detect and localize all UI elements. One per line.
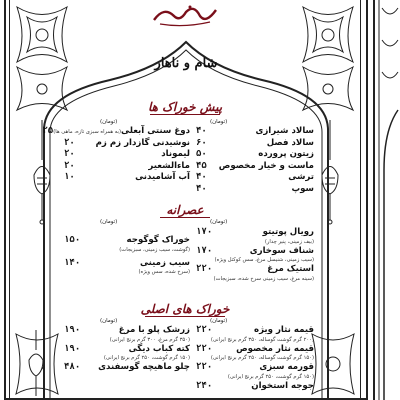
menu-item: لیموناد ۲۰ xyxy=(64,149,190,160)
ornament-divider xyxy=(150,114,220,115)
menu-item-note: (۱۵۰ گرم گوشت گوساله، ۲۵۰ گرم برنج ایرانی) xyxy=(210,355,314,362)
menu-item: خوراک گوگوجه ۱۵۰ xyxy=(64,235,190,245)
brand-logo xyxy=(150,2,220,28)
menu-item-note: (گوشت، سیب زمینی، سبزیجات) xyxy=(119,246,190,253)
currency-label: (تومان) xyxy=(210,219,228,225)
menu-header: شام و ناهار xyxy=(154,56,218,71)
mains-left-column xyxy=(64,326,190,375)
menu-item: کته کباب دیگی ۱۹۰ xyxy=(64,343,190,354)
menu-item: ترشی ۴۰ xyxy=(196,172,314,183)
menu-item-note: (۱۵۰ گرم گوشت، ۲۵۰ گرم برنج ایرانی) xyxy=(103,355,190,362)
menu-item: سیب زمینی ۱۴۰ xyxy=(64,257,190,268)
menu-item: سالاد شیرازی ۴۰ xyxy=(196,126,314,136)
menu-item: آب آشامیدنی ۱۰ xyxy=(64,172,190,183)
menu-item: زرشک پلو با مرغ ۱۹۰ xyxy=(64,325,190,335)
snacks-right-column xyxy=(196,228,314,284)
menu-item: قیمه نثار مخصوص ۲۲۰ xyxy=(196,343,314,354)
appetizers-left-column xyxy=(42,126,190,185)
menu-item: قورمه سبزی ۲۲۰ xyxy=(196,362,314,373)
menu-item: نوشیدنی گازدار زم زم ۲۰ xyxy=(64,137,190,148)
menu-item-note: (سرخ شده، سس ویژه) xyxy=(138,269,190,276)
menu-item: چلو ماهیچه گوسفندی ۴۸۰ xyxy=(64,362,190,373)
currency-label: (تومان) xyxy=(100,219,118,225)
menu-item: ماءالشعیر ۲۰ xyxy=(64,160,190,171)
appetizers-right-column xyxy=(196,127,314,197)
menu-item: قیمه نثار ویژه ۲۲۰ xyxy=(196,325,314,335)
menu-item: ماست و خیار مخصوص ۴۵ xyxy=(196,160,314,171)
menu-item-note: (۳۵۰ گرم مرغ، ۳۰۰ گرم برنج ایرانی) xyxy=(109,336,190,343)
logo-calligraphy-icon xyxy=(150,2,220,28)
menu-item-note: (بیف زمینی، پنیر چدار) xyxy=(264,238,314,245)
menu-item: سوپ ۴۰ xyxy=(196,183,314,194)
adjacent-menu-panel xyxy=(370,0,400,400)
menu-item-note: (۲۰۰ گرم گوشت گوساله، ۳۵۰ گرم برنج ایرانی) xyxy=(210,336,314,343)
section-title-appetizers: پیش خوراک ها xyxy=(147,100,223,114)
ornament-divider xyxy=(145,316,225,317)
menu-item: رویال پوتیتو ۱۷۰ xyxy=(196,227,314,237)
currency-label: (تومان) xyxy=(210,318,228,324)
section-title-snacks: عصرانه xyxy=(166,203,204,217)
currency-label: (تومان) xyxy=(210,119,228,125)
section-title-mains: خوراک های اصلی xyxy=(140,302,230,316)
menu-item: دوغ سنتی آبعلی (به همراه سبزی تازه، ماهی ها) ۲۵ xyxy=(42,126,190,136)
menu-item-note: (سیب زمینی، شنیسل مرغ، سس کوکتل ویژه) xyxy=(214,257,314,264)
menu-item: زیتون پرورده ۵۰ xyxy=(196,149,314,160)
menu-item: استیک مرغ ۲۲۰ xyxy=(196,264,314,275)
menu-item-note: (سینه مرغ، سیب زمینی سرخ شده، سبزیجات) xyxy=(213,275,314,282)
ornament-divider xyxy=(160,217,210,218)
menu-item: جوجه استخوان ۲۴۰ xyxy=(196,380,314,391)
menu-item: شناف سوخاری ۱۷۰ xyxy=(196,245,314,256)
currency-label: (تومان) xyxy=(100,318,118,324)
mains-right-column xyxy=(196,326,314,393)
menu-item-note: (۱۵۰ گرم گوشت، ۲۵۰ گرم برنج ایرانی) xyxy=(227,373,314,380)
currency-label: (تومان) xyxy=(100,119,118,125)
snacks-left-column xyxy=(64,236,190,277)
menu-item: سالاد فصل ۶۰ xyxy=(196,137,314,148)
